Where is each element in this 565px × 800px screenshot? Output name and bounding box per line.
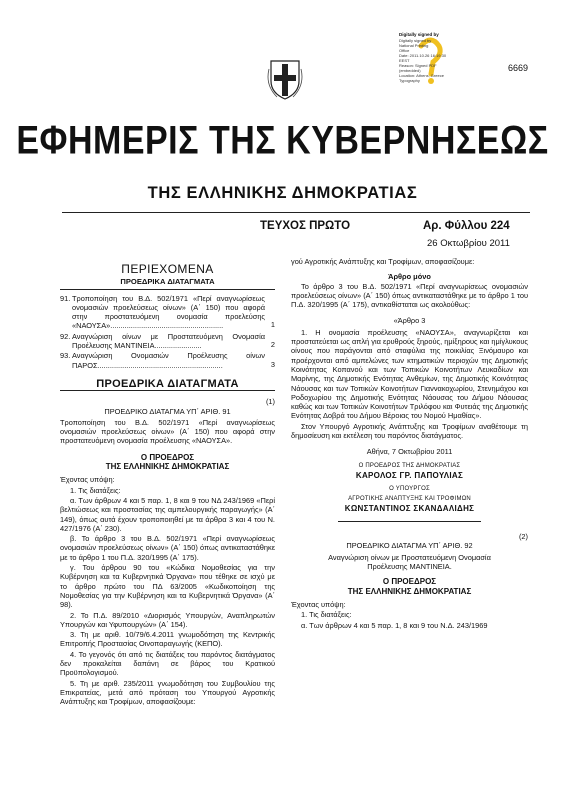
decree-subject: Τροποποίηση του Β.Δ. 502/1971 «Περί αναγνωρίσεως ονομασιών προελεύσεως οίνων» (Α΄ 150) που αφορά στην προστατευόμενη ονομασία προέλευσης «ΝΑΟΥΣΑ». [60,417,275,446]
toc-item-number: 92. [60,331,71,341]
decree-paragraph: 5. Τη με αριθ. 235/2011 γνωμοδότηση του Συμβουλίου της Επικρατείας, μετά από πρόταση του Υπουργού Αγροτικής Ανάπτυξης και Τροφίμων, αποφασίζουμε: [60,678,275,707]
toc-item[interactable] [60,294,275,331]
decree-paragraph: γ. Του άρθρου 90 του «Κώδικα Νομοθεσίας για την Κυβέρνηση και τα Κυβερνητικά Όργανα» που τέθηκε σε ισχύ με το άρθρο πρώτο του ΠΔ 63/2005 «Κωδικοποίηση της Νομοθεσίας για την Κυβέρνηση και τα Κυβερνητικά Όργανα» (Α΄ 98). [60,563,275,610]
right-column [291,257,528,631]
president-heading-2: ΤΗΣ ΕΛΛΗΝΙΚΗΣ ΔΗΜΟΚΡΑΤΙΑΣ [347,586,472,596]
toc-item-text: Αναγνώριση οίνων με Προστατευόμενη Ονομασία Προέλευσης ΜΑΝΤΙΝΕΙΑ....................... [72,331,265,351]
toc-item-page: 2 [270,340,275,350]
quoted-article-text: 1. Η ονομασία προέλευσης «ΝΑΟΥΣΑ», αναγνωρίζεται και προστατεύεται ως απλή για ερυθρούς ξηρούς, ημίξηρους και ημίγλυκους οίνους που παράγονται από σταφύλια της ποικιλίας Ξινόμαυρο και προέρχονται από αμπελώνες των κτηματικών περιοχών της Δημοτικής Κοινότητας Κοπανού και των Τοπικών Κοινοτήτων Λευκαδίων και Μαρίνης, της Δημοτικής Ενότητας Ανθεμίων, της Δημοτικής Κοινότητας Νάουσας και των Τοπικών Κοινοτήτων Γιαννακοχωρίου, Στενημάχου και Ροδοχωρίου της Δημοτικής Ενότητας Νάουσας του Δήμου Νάουσας καθώς και των Τοπικών Κοινοτήτων Τριλόφου και Φυτειάς της Δημοτικής Ενότητας Δοβρά του Δήμου Βέροιας του Νομού Ημαθίας». [291,327,528,421]
toc-item-page: 1 [270,320,275,330]
gazette-subtitle: ΤΗΣ ΕΛΛΗΝΙΚΗΣ ΔΗΜΟΚΡΑΤΙΑΣ [147,184,418,202]
president-heading-1: Ο ΠΡΟΕΔΡΟΣ [140,452,195,462]
digital-signature-stamp [393,30,451,100]
toc-item-number: 93. [60,351,71,361]
toc-category: ΠΡΟΕΔΡΙΚΑ ΔΙΑΤΑΓΜΑΤΑ [120,277,215,287]
issue-series: ΤΕΥΧΟΣ ΠΡΩΤΟ [260,220,351,232]
masthead-rule [62,212,530,213]
section-heading: ΠΡΟΕΔΡΙΚΑ ΔΙΑΤΑΓΜΑΤΑ [96,377,239,390]
decree-paragraph: α. Των άρθρων 4 και 5 παρ. 1, 8 και 9 του ΝΔ 243/1969 «Περί βελτιώσεως και προστασίας της αμπελουργικής παραγωγής» (Α΄ 149), όπως αυτά έχουν τροποποιηθεί με τα άρθρα 3 και 4 του Ν. 427/1976 (Α΄ 230). [60,495,275,533]
decree-mark: (1) [265,397,275,407]
signature-details: Digitally signed by National Printing Office Date: 2011.10.26 16:19:30 EEST Reason: Signed PDF (embedded) Location: Athens, Greece Typography [399,38,447,83]
left-column [60,257,275,707]
decree-paragraph: Έχοντας υπόψη: [60,475,115,485]
decree-subject: Αναγνώριση οίνων με Προστατευόμενη Ονομασία Προέλευσης ΜΑΝΤΙΝΕΙΑ. [328,552,491,572]
toc-item-text: Τροποποίηση του Β.Δ. 502/1971 «Περί αναγνωρίσεως ονομασιών προελεύσεως οίνων» (Α΄ 150) που αφορά στην προστατευόμενη ονομασία προελεύσης «ΝΑΟΥΣΑ»....................................................... [72,293,265,331]
president-name: ΚΑΡΟΛΟΣ ΓΡ. ΠΑΠΟΥΛΙΑΣ [355,470,464,480]
quoted-article-heading: «Άρθρο 3 [393,316,426,326]
toc-item-number: 91. [60,293,71,303]
section-rule [60,390,275,391]
signature-heading: Digitally signed by [399,32,439,37]
national-emblem-icon [267,55,303,101]
decree-paragraph: 1. Τις διατάξεις: [301,610,352,620]
decree-paragraph: β. Το άρθρο 3 του Β.Δ. 502/1971 «Περί αναγνωρίσεως ονομασιών προελεύσεως οίνων» (Α΄ 150) όπως αντικαταστάθηκε με το άρθρο 1 του Π.Δ. 320/1995 (Α΄ 175). [60,534,275,562]
president-label: Ο ΠΡΟΕΔΡΟΣ ΤΗΣ ΔΗΜΟΚΡΑΤΙΑΣ [358,462,461,469]
gazette-title: ΕΦΗΜΕΡΙΣ ΤΗΣ ΚΥΒΕΡΝΗΣΕΩΣ [16,118,549,163]
closing-text: Στον Υπουργό Αγροτικής Ανάπτυξης και Τροφίμων αναθέτουμε τη δημοσίευση και εκτέλεση του παρόντος διατάγματος. [291,421,528,441]
signature-rule [338,521,480,522]
decree-title: ΠΡΟΕΔΡΙΚΟ ΔΙΑΤΑΓΜΑ ΥΠ΄ ΑΡΙΘ. 92 [346,541,473,551]
issue-date: 26 Οκτωβρίου 2011 [427,238,510,249]
toc-rule [60,289,275,290]
toc-item-page: 3 [270,359,275,369]
article-text: Το άρθρο 3 του Β.Δ. 502/1971 «Περί αναγνωρίσεως ονομασιών προελεύσεως οίνων» (Α΄ 150) όπως αντικαταστάθηκε με το άρθρο 1 του Π.Δ. 320/1995 (Α΄ 175), αντικαθίσταται ως ακολούθως: [291,281,528,310]
issue-number: Αρ. Φύλλου 224 [423,220,510,232]
decree-paragraph: 4. Το γεγονός ότι από τις διατάξεις του παρόντος διατάγματος δεν προκαλείται δαπάνη σε βάρος του Κρατικού Προϋπολογισμού. [60,649,275,678]
decree-continuation: γού Αγροτικής Ανάπτυξης και Τροφίμων, αποφασίζουμε: [291,257,475,266]
toc-item[interactable] [60,351,275,370]
minister-name: ΚΩΝΣΤΑΝΤΙΝΟΣ ΣΚΑΝΔΑΛΙΔΗΣ [344,503,475,513]
toc-item-text: Αναγνώριση Ονομασιών Προέλευσης οίνων ΠΑΡΟΣ............................................................. [72,351,265,370]
decree-paragraph: α. Των άρθρων 4 και 5 παρ. 1, 8 και 9 του Ν.Δ. 243/1969 [301,620,488,630]
president-heading-1: Ο ΠΡΟΕΔΡΟΣ [382,577,437,587]
decree-paragraph: 1. Τις διατάξεις: [70,485,121,495]
decree-paragraph: 3. Τη με αριθ. 10/79/6.4.2011 γνωμοδότηση της Κεντρικής Επιτροπής Προστασίας Οινοπαραγωγής (ΚΕΠΟ). [60,630,275,649]
president-heading-2: ΤΗΣ ΕΛΛΗΝΙΚΗΣ ΔΗΜΟΚΡΑΤΙΑΣ [105,462,230,472]
decree-mark: (2) [518,532,528,542]
place-date: Αθήνα, 7 Οκτωβρίου 2011 [366,447,453,457]
page-number: 6669 [508,63,529,73]
toc-heading: ΠΕΡΙΕΧΟΜΕΝΑ [121,262,214,276]
decree-title: ΠΡΟΕΔΡΙΚΟ ΔΙΑΤΑΓΜΑ ΥΠ΄ ΑΡΙΘ. 91 [104,406,231,416]
minister-ministry: ΑΓΡΟΤΙΚΗΣ ΑΝΑΠΤΥΞΗΣ ΚΑΙ ΤΡΟΦΙΜΩΝ [348,495,471,502]
decree-paragraph: 2. Το Π.Δ. 89/2010 «Διορισμός Υπουργών, Αναπληρωτών Υπουργών και Υφυπουργών» (Α΄ 154). [60,610,275,629]
toc-item[interactable] [60,332,275,351]
article-heading: Άρθρο μόνο [388,272,431,282]
decree-paragraph: Έχοντας υπόψη: [291,599,346,609]
minister-label: Ο ΥΠΟΥΡΓΟΣ [389,486,430,493]
